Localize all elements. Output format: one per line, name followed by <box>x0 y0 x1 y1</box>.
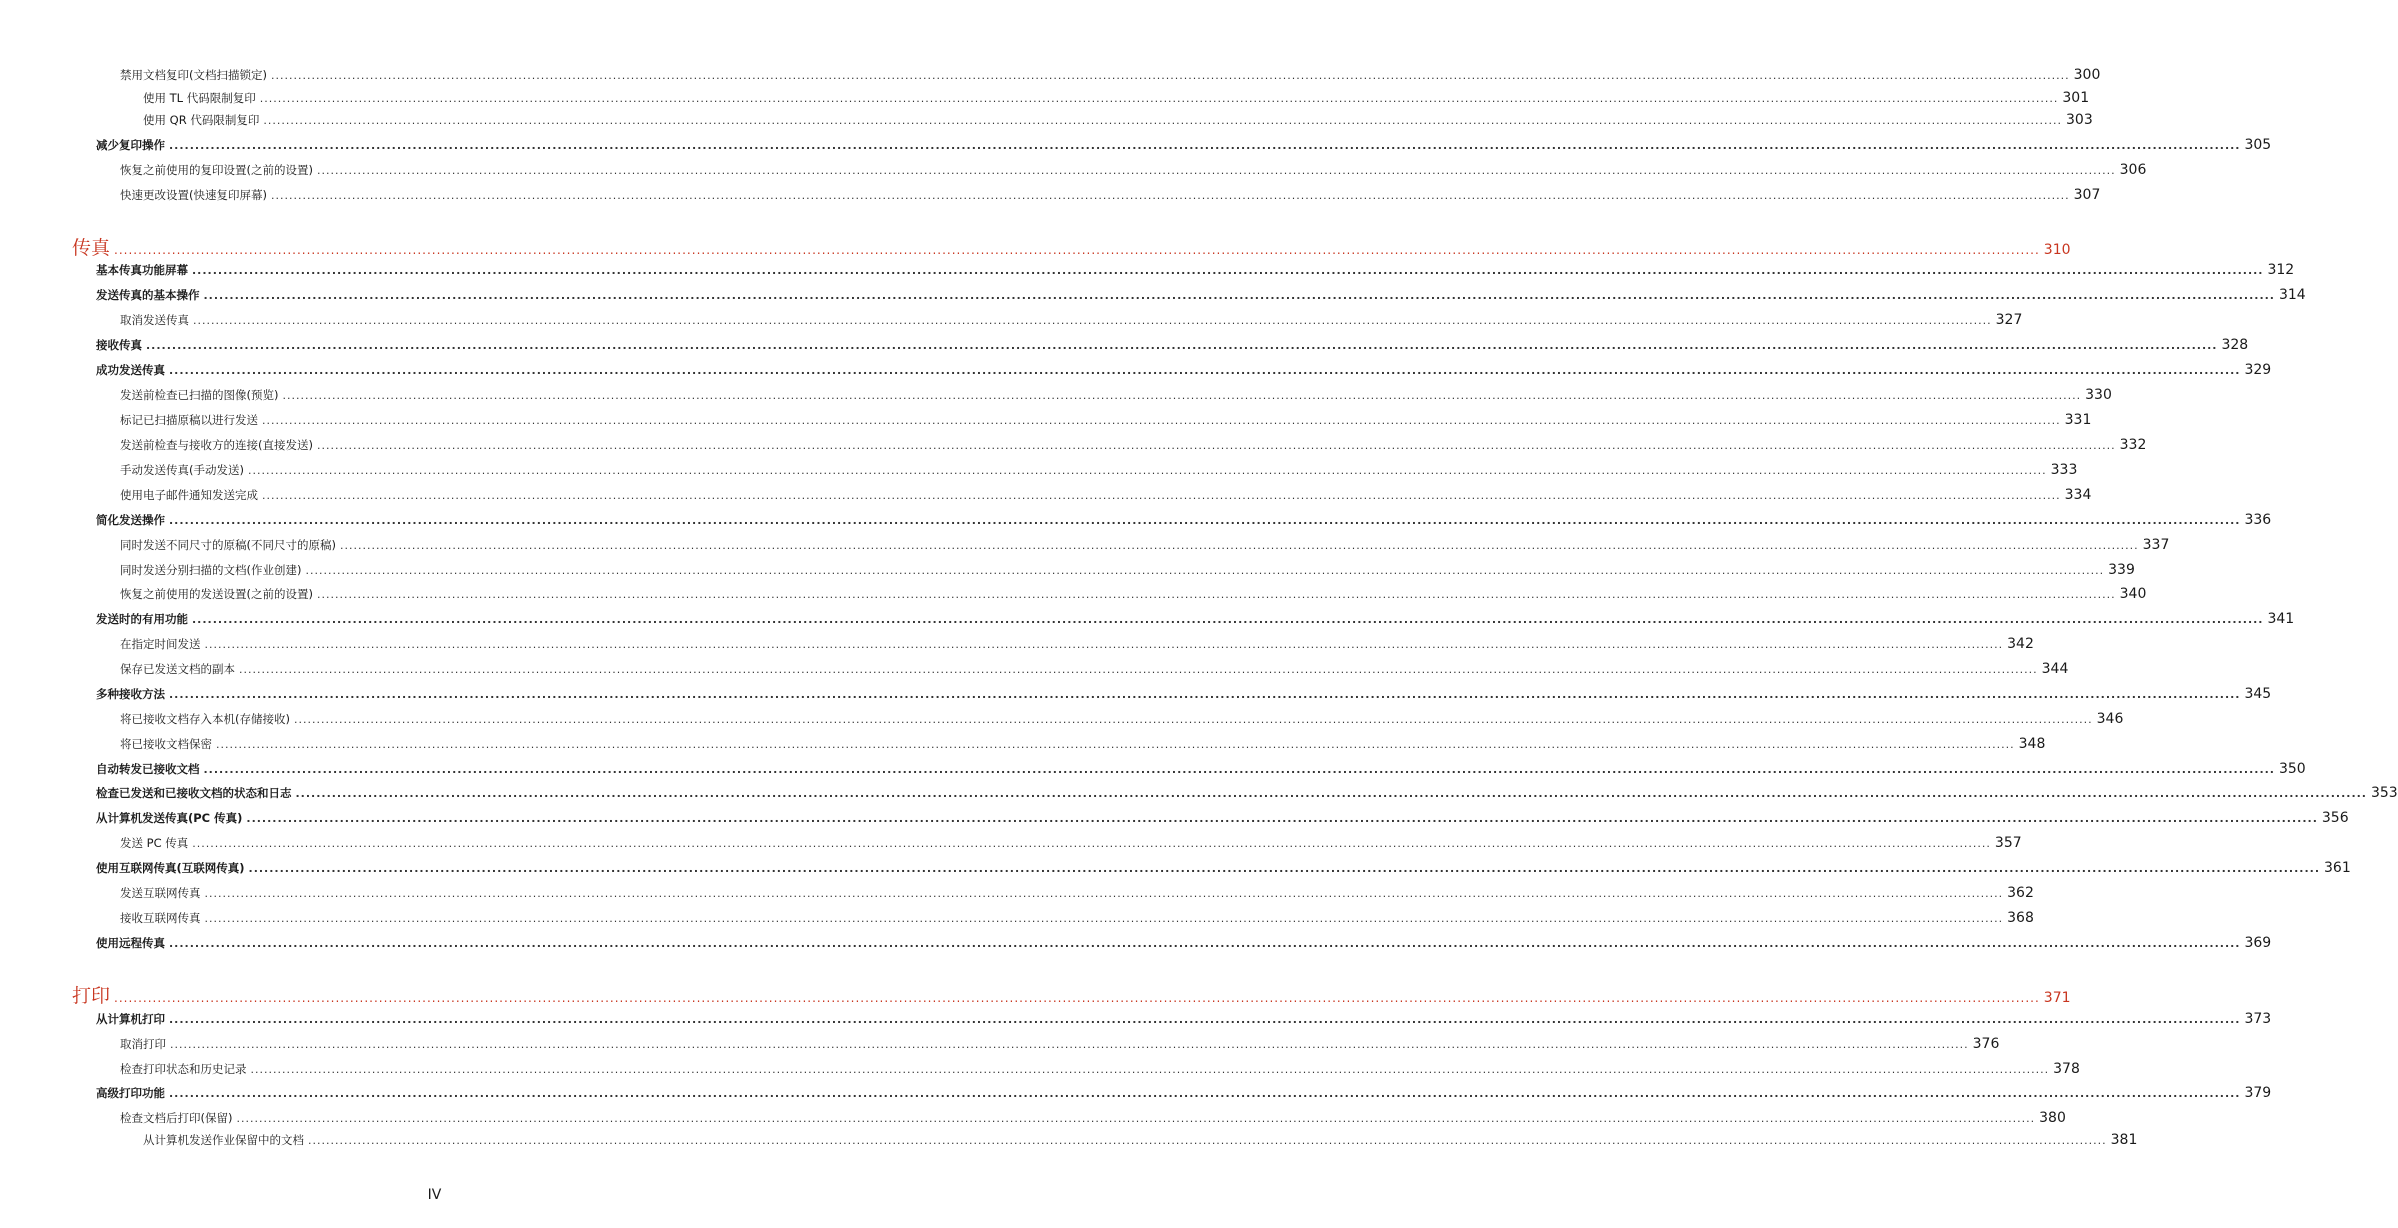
toc-entry[interactable] <box>120 437 2147 453</box>
toc-leader-dots: ................................................................................................................................................................................................................................................................................................................................................................................................................ <box>316 164 2116 177</box>
toc-entry-title: 禁用文档复印(文档扫描锁定) <box>120 68 267 82</box>
toc-entry-title: 使用互联网传真(互联网传真) <box>96 861 245 875</box>
toc-leader-dots: ................................................................................................................................................................................................................................................................................................................................................................................................................ <box>204 912 2004 925</box>
toc-entry-title: 检查文档后打印(保留) <box>120 1111 233 1125</box>
toc-entry-page: 361 <box>2324 860 2351 876</box>
toc-entry-title: 简化发送操作 <box>96 513 165 527</box>
toc-entry-page: 346 <box>2096 711 2124 727</box>
toc-entry-page: 369 <box>2244 935 2272 951</box>
toc-entry-page: 337 <box>2142 537 2170 553</box>
toc-entry-page: 356 <box>2321 810 2349 826</box>
toc-entry[interactable] <box>120 1110 2066 1126</box>
toc-entry[interactable] <box>96 1085 2272 1101</box>
toc-leader-dots: ................................................................................................................................................................................................................................................................................................................................................................................................................ <box>193 314 1992 327</box>
toc-entry-page: 373 <box>2244 1011 2272 1027</box>
toc-entry-title: 接收传真 <box>96 338 142 352</box>
toc-leader-dots: ................................................................................................................................................................................................................................................................................................................................................................................................................ <box>316 588 2116 601</box>
toc-entry[interactable] <box>96 512 2272 528</box>
toc-entry-title: 保存已发送文档的副本 <box>120 662 235 676</box>
toc-entry-page: 332 <box>2119 437 2147 453</box>
toc-entry-page: 345 <box>2244 686 2272 702</box>
toc-leader-dots: ................................................................................................................................................................................................................................................................................................................................................................................................................ <box>308 1134 2107 1147</box>
toc-entry-title: 传真 <box>72 237 111 259</box>
toc-entry-page: 357 <box>1994 835 2022 851</box>
toc-entry[interactable] <box>96 761 2306 777</box>
toc-leader-dots: ................................................................................................................................................................................................................................................................................................................................................................................................................ <box>170 1038 1969 1051</box>
toc-entry-page: 353 <box>2370 785 2398 801</box>
toc-entry-title: 使用 TL 代码限制复印 <box>143 91 256 105</box>
toc-entry-page: 342 <box>2007 636 2034 652</box>
toc-chapter-entry[interactable] <box>72 233 2071 260</box>
toc-entry-page: 368 <box>2007 910 2034 926</box>
toc-entry[interactable] <box>96 287 2306 303</box>
toc-leader-dots: ................................................................................................................................................................................................................................................................................................................................................................................................................ <box>169 139 2241 152</box>
toc-entry-page: 378 <box>2053 1061 2080 1077</box>
toc-entry-title: 同时发送分别扫描的文档(作业创建) <box>120 563 302 577</box>
toc-entry[interactable] <box>96 686 2272 702</box>
toc-entry-title: 快速更改设置(快速复印屏幕) <box>120 188 267 202</box>
toc-leader-dots: ................................................................................................................................................................................................................................................................................................................................................................................................................ <box>248 862 2320 875</box>
toc-entry-title: 接收互联网传真 <box>120 911 201 925</box>
toc-leader-dots: ................................................................................................................................................................................................................................................................................................................................................................................................................ <box>270 189 2070 202</box>
toc-entry-page: 340 <box>2119 586 2147 602</box>
toc-leader-dots: ................................................................................................................................................................................................................................................................................................................................................................................................................ <box>204 638 2004 651</box>
toc-entry[interactable] <box>96 262 2295 278</box>
toc-leader-dots: ................................................................................................................................................................................................................................................................................................................................................................................................................ <box>169 937 2241 950</box>
toc-leader-dots: ................................................................................................................................................................................................................................................................................................................................................................................................................ <box>203 289 2275 302</box>
toc-entry-page: 371 <box>2043 990 2071 1006</box>
toc-entry[interactable] <box>120 636 2034 652</box>
toc-entry[interactable] <box>120 1036 2000 1052</box>
toc-entry-page: 381 <box>2110 1132 2138 1148</box>
toc-entry-page: 362 <box>2007 885 2034 901</box>
toc-entry-title: 标记已扫描原稿以进行发送 <box>120 413 258 427</box>
toc-entry[interactable] <box>143 112 2093 128</box>
toc-entry[interactable] <box>120 537 2170 553</box>
toc-entry[interactable] <box>96 860 2351 876</box>
toc-entry-title: 使用电子邮件通知发送完成 <box>120 488 258 502</box>
toc-entry-title: 将已接收文档保密 <box>120 737 212 751</box>
toc-entry-title: 使用远程传真 <box>96 936 165 950</box>
toc-entry-page: 312 <box>2267 262 2295 278</box>
toc-leader-dots: ................................................................................................................................................................................................................................................................................................................................................................................................................ <box>169 1013 2241 1026</box>
page-number: IV <box>427 1187 442 1203</box>
toc-entry-title: 发送互联网传真 <box>120 886 201 900</box>
toc-entry[interactable] <box>143 1132 2138 1148</box>
toc-entry[interactable] <box>120 736 2046 752</box>
toc-leader-dots: ................................................................................................................................................................................................................................................................................................................................................................................................................ <box>259 92 2059 105</box>
toc-leader-dots: ................................................................................................................................................................................................................................................................................................................................................................................................................ <box>305 564 2105 577</box>
toc-leader-dots: ................................................................................................................................................................................................................................................................................................................................................................................................................ <box>192 613 2264 626</box>
toc-leader-dots: ................................................................................................................................................................................................................................................................................................................................................................................................................ <box>270 69 2070 82</box>
toc-entry-page: 314 <box>2278 287 2306 303</box>
toc-entry[interactable] <box>96 611 2295 627</box>
toc-entry[interactable] <box>120 661 2069 677</box>
toc-entry-page: 341 <box>2267 611 2295 627</box>
toc-entry-page: 307 <box>2073 187 2101 203</box>
toc-entry[interactable] <box>96 785 2398 801</box>
toc-entry-page: 336 <box>2244 512 2272 528</box>
toc-entry-title: 高级打印功能 <box>96 1086 165 1100</box>
toc-entry-title: 发送时的有用功能 <box>96 612 188 626</box>
toc-entry[interactable] <box>120 1061 2080 1077</box>
toc-entry[interactable] <box>120 562 2135 578</box>
toc-entry[interactable] <box>96 362 2272 378</box>
toc-entry-title: 在指定时间发送 <box>120 637 201 651</box>
toc-entry-title: 发送 PC 传真 <box>120 836 189 850</box>
toc-entry-title: 将已接收文档存入本机(存储接收) <box>120 712 290 726</box>
toc-leader-dots: ................................................................................................................................................................................................................................................................................................................................................................................................................ <box>114 243 2040 257</box>
toc-leader-dots: ................................................................................................................................................................................................................................................................................................................................................................................................................ <box>146 339 2218 352</box>
toc-entry[interactable] <box>96 337 2249 353</box>
toc-entry-page: 333 <box>2050 462 2078 478</box>
toc-entry[interactable] <box>120 312 2023 328</box>
toc-entry-page: 348 <box>2018 736 2046 752</box>
toc-entry-title: 打印 <box>72 985 111 1007</box>
toc-leader-dots: ................................................................................................................................................................................................................................................................................................................................................................................................................ <box>169 514 2241 527</box>
toc-leader-dots: ................................................................................................................................................................................................................................................................................................................................................................................................................ <box>169 1087 2241 1100</box>
toc-entry-page: 310 <box>2043 242 2071 258</box>
toc-entry-page: 301 <box>2062 90 2090 106</box>
toc-entry-title: 自动转发已接收文档 <box>96 762 200 776</box>
toc-entry-title: 成功发送传真 <box>96 363 165 377</box>
toc-entry-page: 303 <box>2066 112 2093 128</box>
toc-leader-dots: ................................................................................................................................................................................................................................................................................................................................................................................................................ <box>262 489 2061 502</box>
toc-leader-dots: ................................................................................................................................................................................................................................................................................................................................................................................................................ <box>247 464 2047 477</box>
toc-entry[interactable] <box>120 835 2022 851</box>
toc-entry[interactable] <box>120 586 2147 602</box>
toc-entry-page: 330 <box>2085 387 2112 403</box>
toc-entry-title: 从计算机发送作业保留中的文档 <box>143 1133 304 1147</box>
toc-leader-dots: ................................................................................................................................................................................................................................................................................................................................................................................................................ <box>263 114 2062 127</box>
toc-entry[interactable] <box>120 885 2034 901</box>
toc-leader-dots: ................................................................................................................................................................................................................................................................................................................................................................................................................ <box>204 887 2004 900</box>
toc-leader-dots: ................................................................................................................................................................................................................................................................................................................................................................................................................ <box>339 539 2139 552</box>
toc-entry-page: 379 <box>2244 1085 2272 1101</box>
toc-entry-title: 多种接收方法 <box>96 687 165 701</box>
toc-leader-dots: ................................................................................................................................................................................................................................................................................................................................................................................................................ <box>216 738 2015 751</box>
toc-entry[interactable] <box>96 1011 2272 1027</box>
toc-entry-title: 从计算机发送传真(PC 传真) <box>96 811 243 825</box>
toc-entry[interactable] <box>96 935 2272 951</box>
toc-leader-dots: ................................................................................................................................................................................................................................................................................................................................................................................................................ <box>293 713 2093 726</box>
toc-entry[interactable] <box>120 162 2147 178</box>
toc-leader-dots: ................................................................................................................................................................................................................................................................................................................................................................................................................ <box>114 991 2040 1005</box>
toc-entry-title: 基本传真功能屏幕 <box>96 263 188 277</box>
toc-leader-dots: ................................................................................................................................................................................................................................................................................................................................................................................................................ <box>192 837 1991 850</box>
toc-leader-dots: ................................................................................................................................................................................................................................................................................................................................................................................................................ <box>282 389 2082 402</box>
toc-entry-page: 305 <box>2244 137 2272 153</box>
toc-leader-dots: ................................................................................................................................................................................................................................................................................................................................................................................................................ <box>316 439 2116 452</box>
toc-entry-page: 331 <box>2064 412 2092 428</box>
toc-leader-dots: ................................................................................................................................................................................................................................................................................................................................................................................................................ <box>192 264 2264 277</box>
toc-entry-page: 350 <box>2278 761 2306 777</box>
toc-entry-page: 376 <box>1972 1036 2000 1052</box>
toc-leader-dots: ................................................................................................................................................................................................................................................................................................................................................................................................................ <box>246 812 2318 825</box>
toc-entry-title: 取消发送传真 <box>120 313 189 327</box>
toc-entry-title: 发送前检查与接收方的连接(直接发送) <box>120 438 313 452</box>
toc-entry[interactable] <box>120 67 2101 83</box>
toc-entry[interactable] <box>120 187 2101 203</box>
toc-leader-dots: ................................................................................................................................................................................................................................................................................................................................................................................................................ <box>262 414 2061 427</box>
toc-entry-title: 减少复印操作 <box>96 138 165 152</box>
toc-entry-title: 检查打印状态和历史记录 <box>120 1062 247 1076</box>
toc-entry-page: 329 <box>2244 362 2272 378</box>
toc-entry-page: 344 <box>2041 661 2069 677</box>
toc-entry-title: 从计算机打印 <box>96 1012 165 1026</box>
toc-entry-page: 306 <box>2119 162 2147 178</box>
toc-entry-page: 328 <box>2221 337 2249 353</box>
toc-leader-dots: ................................................................................................................................................................................................................................................................................................................................................................................................................ <box>250 1063 2050 1076</box>
toc-entry-title: 手动发送传真(手动发送) <box>120 463 244 477</box>
toc-entry-page: 327 <box>1995 312 2023 328</box>
toc-entry-page: 380 <box>2039 1110 2066 1126</box>
toc-entry-page: 334 <box>2064 487 2092 503</box>
toc-entry-page: 339 <box>2108 562 2135 578</box>
toc-entry[interactable] <box>96 810 2349 826</box>
toc-chapter-entry[interactable] <box>72 981 2071 1008</box>
toc-entry-title: 检查已发送和已接收文档的状态和日志 <box>96 786 292 800</box>
toc-leader-dots: ................................................................................................................................................................................................................................................................................................................................................................................................................ <box>169 688 2241 701</box>
toc-entry[interactable] <box>120 412 2092 428</box>
toc-entry[interactable] <box>120 910 2034 926</box>
toc-entry-title: 发送前检查已扫描的图像(预览) <box>120 388 279 402</box>
toc-entry[interactable] <box>120 462 2078 478</box>
toc-entry[interactable] <box>120 711 2124 727</box>
toc-entry-page: 300 <box>2073 67 2101 83</box>
toc-leader-dots: ................................................................................................................................................................................................................................................................................................................................................................................................................ <box>239 663 2038 676</box>
toc-entry-title: 使用 QR 代码限制复印 <box>143 113 260 127</box>
toc-entry-title: 恢复之前使用的复印设置(之前的设置) <box>120 163 313 177</box>
toc-entry-title: 同时发送不同尺寸的原稿(不同尺寸的原稿) <box>120 538 336 552</box>
toc-entry[interactable] <box>120 387 2112 403</box>
toc-leader-dots: ................................................................................................................................................................................................................................................................................................................................................................................................................ <box>169 364 2241 377</box>
toc-leader-dots: ................................................................................................................................................................................................................................................................................................................................................................................................................ <box>203 763 2275 776</box>
toc-entry-title: 取消打印 <box>120 1037 166 1051</box>
toc-entry-title: 发送传真的基本操作 <box>96 288 200 302</box>
toc-entry[interactable] <box>120 487 2092 503</box>
toc-leader-dots: ................................................................................................................................................................................................................................................................................................................................................................................................................ <box>295 787 2367 800</box>
toc-entry-title: 恢复之前使用的发送设置(之前的设置) <box>120 587 313 601</box>
toc-leader-dots: ................................................................................................................................................................................................................................................................................................................................................................................................................ <box>236 1112 2036 1125</box>
toc-entry[interactable] <box>143 90 2090 106</box>
toc-entry[interactable] <box>96 137 2272 153</box>
